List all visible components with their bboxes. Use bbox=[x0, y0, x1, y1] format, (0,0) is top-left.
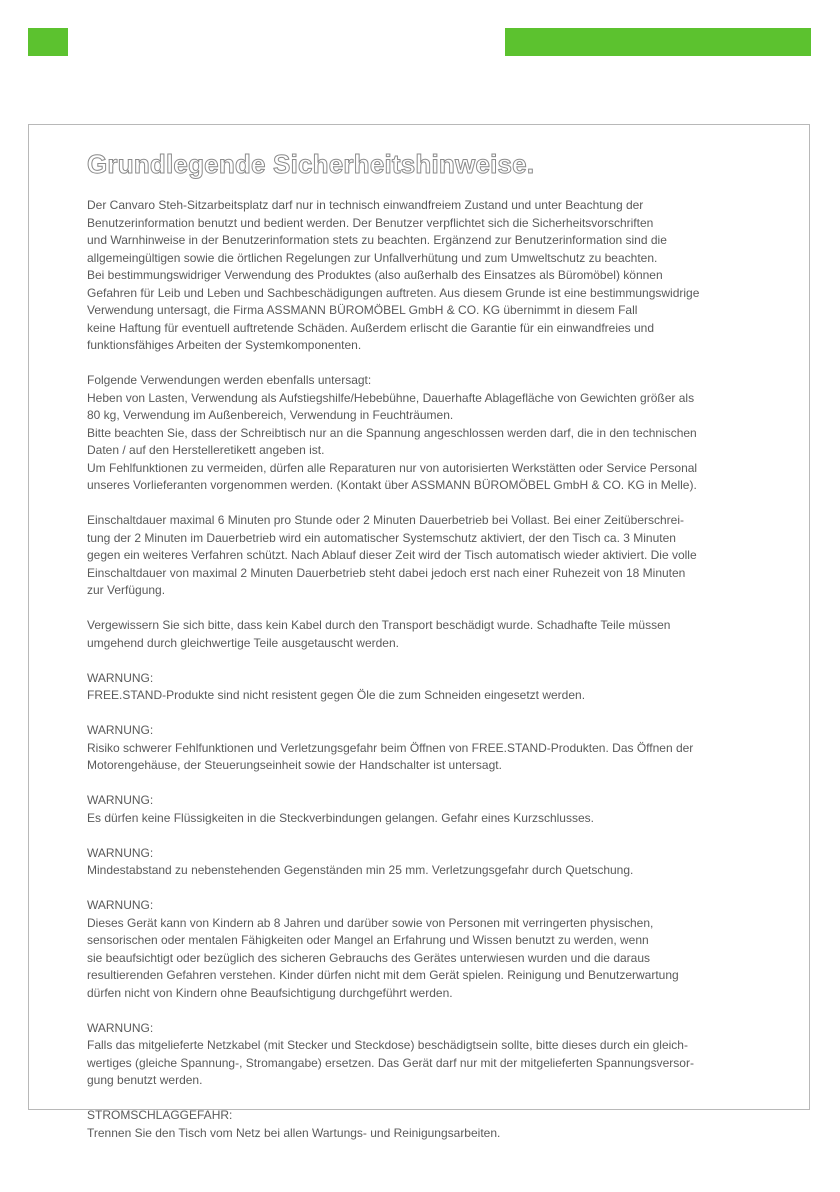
text-line: WARNUNG: bbox=[87, 898, 154, 912]
text-line: funktionsfähiges Arbeiten der Systemkomponenten. bbox=[87, 338, 362, 352]
text-line: FREE.STAND-Produkte sind nicht resistent gegen Öle die zum Schneiden eingesetzt werden. bbox=[87, 688, 586, 702]
text-line: Trennen Sie den Tisch vom Netz bei allen Wartungs- und Reinigungsarbeiten. bbox=[87, 1125, 501, 1140]
text-line: WARNUNG: bbox=[87, 670, 154, 685]
paragraph bbox=[87, 1107, 799, 1142]
text-line: 80 kg, Verwendung im Außenbereich, Verwendung in Feuchträumen. bbox=[87, 408, 454, 422]
paragraph bbox=[87, 1020, 799, 1090]
paragraph bbox=[87, 197, 799, 355]
text-line: zur Verfügung. bbox=[87, 583, 166, 597]
text-line: keine Haftung für eventuell auftretende Schäden. Außerdem erlischt die Garantie für ein einwandfreies und bbox=[87, 320, 655, 335]
paragraph bbox=[87, 845, 799, 880]
text-line: Falls das mitgelieferte Netzkabel (mit Stecker und Steckdose) beschädigtsein sollte, bitte dieses durch ein gleich- bbox=[87, 1038, 688, 1052]
text-line: Einschaltdauer maximal 6 Minuten pro Stunde oder 2 Minuten Dauerbetrieb bei Vollast. Bei einer Zeitüberschrei- bbox=[87, 513, 684, 527]
text-line: STROMSCHLAGGEFAHR: bbox=[87, 1108, 233, 1122]
paragraph bbox=[87, 792, 799, 827]
text-line: umgehend durch gleichwertige Teile ausgetauscht werden. bbox=[87, 635, 399, 650]
text-line: Risiko schwerer Fehlfunktionen und Verletzungsgefahr beim Öffnen von FREE.STAND-Produkten. Das Öffnen der bbox=[87, 740, 694, 755]
safety-notes bbox=[87, 149, 799, 1160]
text-line: Einschaltdauer von maximal 2 Minuten Dauerbetrieb steht dabei jedoch erst nach einer Ruhezeit von 18 Minuten bbox=[87, 565, 686, 580]
paragraph bbox=[87, 372, 799, 495]
header-accent-block-left bbox=[28, 28, 68, 56]
text-line: resultierenden Gefahren verstehen. Kinder dürfen nicht mit dem Gerät spielen. Reinigung und Benutzerwartung bbox=[87, 968, 679, 982]
text-line: Bei bestimmungswidriger Verwendung des Produktes (also außerhalb des Einsatzes als Büromöbel) können bbox=[87, 268, 663, 282]
text-line: Es dürfen keine Flüssigkeiten in die Steckverbindungen gelangen. Gefahr eines Kurzschlusses. bbox=[87, 810, 594, 825]
paragraph bbox=[87, 897, 799, 1002]
text-line: WARNUNG: bbox=[87, 723, 154, 737]
paragraph-list bbox=[87, 197, 799, 1142]
text-line: Gefahren für Leib und Leben und Sachbeschädigungen auftreten. Aus diesem Grunde ist eine bestimmungswidrige bbox=[87, 285, 700, 300]
text-line: unseres Vorlieferanten vorgenommen werden. (Kontakt über ASSMANN BÜROMÖBEL GmbH & CO. KG in Melle). bbox=[87, 478, 697, 492]
text-line: Motorengehäuse, der Steuerungseinheit sowie der Handschalter ist untersagt. bbox=[87, 758, 502, 772]
text-line: Daten / auf den Herstelleretikett angeben ist. bbox=[87, 443, 325, 457]
paragraph bbox=[87, 670, 799, 705]
text-line: Benutzerinformation benutzt und bedient werden. Der Benutzer verpflichtet sich die Sicherheitsvorschriften bbox=[87, 215, 654, 230]
text-line: WARNUNG: bbox=[87, 845, 154, 860]
text-line: tung der 2 Minuten im Dauerbetrieb wird ein automatischer Systemschutz aktiviert, der den Tisch ca. 3 Minuten bbox=[87, 530, 676, 545]
text-line: sie beaufsichtigt oder bezüglich des sicheren Gebrauchs des Gerätes unterwiesen wurden und die daraus bbox=[87, 950, 651, 965]
text-line: allgemeingültigen sowie die örtlichen Regelungen zur Unfallverhütung und zum Umweltschutz zu beachten. bbox=[87, 250, 658, 265]
text-line: WARNUNG: bbox=[87, 1020, 154, 1035]
header-accent-bar-right bbox=[505, 28, 811, 56]
text-line: Verwendung untersagt, die Firma ASSMANN BÜROMÖBEL GmbH & CO. KG übernimmt in diesem Fall bbox=[87, 303, 638, 317]
text-line: Der Canvaro Steh-Sitzarbeitsplatz darf nur in technisch einwandfreiem Zustand und unter Beachtung der bbox=[87, 198, 644, 212]
text-line: sensorischen oder mentalen Fähigkeiten oder Mangel an Erfahrung und Wissen benutzt zu werden, wenn bbox=[87, 933, 649, 947]
text-line: Mindestabstand zu nebenstehenden Gegenständen min 25 mm. Verletzungsgefahr durch Quetschung. bbox=[87, 863, 634, 877]
text-line: WARNUNG: bbox=[87, 793, 154, 807]
text-line: und Warnhinweise in der Benutzerinformation stets zu beachten. Ergänzend zur Benutzerinformation sind die bbox=[87, 233, 667, 247]
text-line: wertiges (gleiche Spannung-, Stromangabe) ersetzen. Das Gerät darf nur mit der mitgelieferten Spannungsversor- bbox=[87, 1055, 694, 1070]
text-line: Bitte beachten Sie, dass der Schreibtisch nur an die Spannung angeschlossen werden darf, die in den technischen bbox=[87, 425, 697, 440]
text-line: gegen ein weiteres Verfahren schützt. Nach Ablauf dieser Zeit wird der Tisch automatisch wieder aktiviert. Die volle bbox=[87, 548, 697, 562]
paragraph bbox=[87, 512, 799, 600]
text-line: Um Fehlfunktionen zu vermeiden, dürfen alle Reparaturen nur von autorisierten Werkstätten oder Service Personal bbox=[87, 460, 698, 475]
text-line: Dieses Gerät kann von Kindern ab 8 Jahren und darüber sowie von Personen mit verringerten physischen, bbox=[87, 915, 654, 930]
content-frame bbox=[28, 124, 810, 1140]
paragraph bbox=[87, 722, 799, 775]
paragraph bbox=[87, 617, 799, 652]
text-line: Folgende Verwendungen werden ebenfalls untersagt: bbox=[87, 373, 372, 387]
text-line: Vergewissern Sie sich bitte, dass kein Kabel durch den Transport beschädigt wurde. Schadhafte Teile müssen bbox=[87, 618, 671, 632]
text-line: Heben von Lasten, Verwendung als Aufstiegshilfe/Hebebühne, Dauerhafte Ablagefläche von Gewichten größer als bbox=[87, 390, 695, 405]
page-title: Grundlegende Sicherheitshinweise. bbox=[87, 149, 535, 179]
text-line: dürfen nicht von Kindern ohne Beaufsichtigung durchgeführt werden. bbox=[87, 985, 453, 1000]
text-line: gung benutzt werden. bbox=[87, 1073, 203, 1087]
